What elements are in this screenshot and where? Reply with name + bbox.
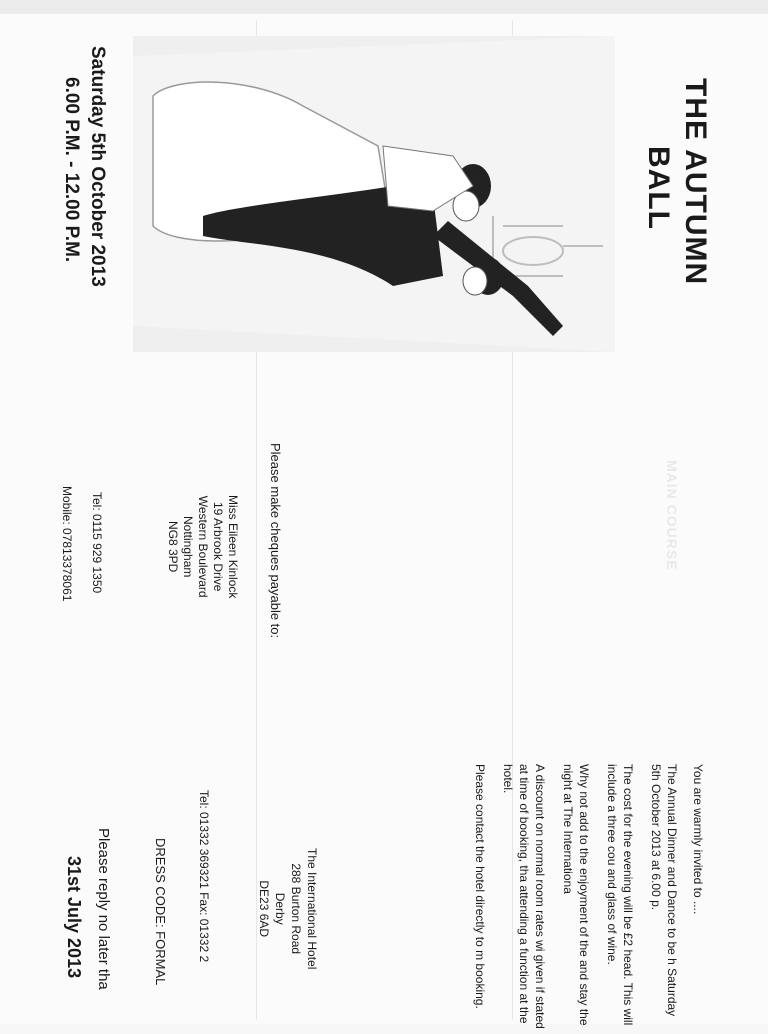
- hotel-line: The International Hotel: [305, 848, 319, 970]
- reply-by: Please reply no later tha: [95, 828, 112, 990]
- payee-address: [165, 495, 240, 598]
- hotel-line: 288 Burton Road: [289, 863, 303, 955]
- cheques-heading: Please make cheques payable to:: [268, 443, 283, 639]
- invite-para-2: The cost for the evening will be £2 head. This will include a three cou and glass of wine.: [605, 764, 635, 1026]
- title-line-2: BALL: [642, 146, 675, 230]
- event-date: Saturday 5th October 2013: [87, 46, 108, 287]
- address-line: NG8 3PD: [166, 521, 180, 573]
- address-line: Nottingham: [181, 516, 195, 578]
- payee-mobile: Mobile: 07813378061: [60, 486, 74, 602]
- invite-para-4: A discount on normal room rates wi given if stated at time of booking, tha attending a function at the hotel.: [501, 764, 547, 1029]
- dancing-couple-icon: [133, 36, 615, 352]
- show-through-text: MAIN COURSE: [664, 460, 680, 571]
- invite-body: [460, 764, 680, 1034]
- payee-tel: Tel: 0115 929 1350: [90, 492, 104, 594]
- reply-date: 31st July 2013: [64, 856, 84, 979]
- hotel-tel-fax: Tel: 01332 369321 Fax: 01332 2: [197, 790, 211, 963]
- dress-code: DRESS CODE: FORMAL: [153, 838, 168, 986]
- hotel-address: [256, 848, 320, 969]
- invite-para-3: Why not add to the enjoyment of the and stay the night at The Internationa: [561, 764, 591, 1026]
- invite-para-1: The Annual Dinner and Dance to be h Saturday 5th October 2013 at 6.00 p.: [649, 764, 679, 1017]
- hotel-line: Derby: [273, 892, 287, 925]
- title-line-1: THE AUTUMN: [679, 78, 712, 286]
- address-line: Western Boulevard: [196, 495, 210, 598]
- address-line: 19 Arbrook Drive: [211, 502, 225, 592]
- event-time: 6.00 P.M. - 12.00 P.M.: [61, 77, 82, 263]
- dancing-couple-illustration: [133, 36, 615, 352]
- greeting: You are warmly invited to ....: [691, 764, 705, 915]
- address-line: Miss Eileen Kinlock: [226, 495, 240, 599]
- hotel-line: DE23 6AD: [257, 880, 271, 938]
- scan-top-edge: [0, 0, 768, 14]
- invite-para-5: Please contact the hotel directly to m booking.: [473, 764, 487, 1009]
